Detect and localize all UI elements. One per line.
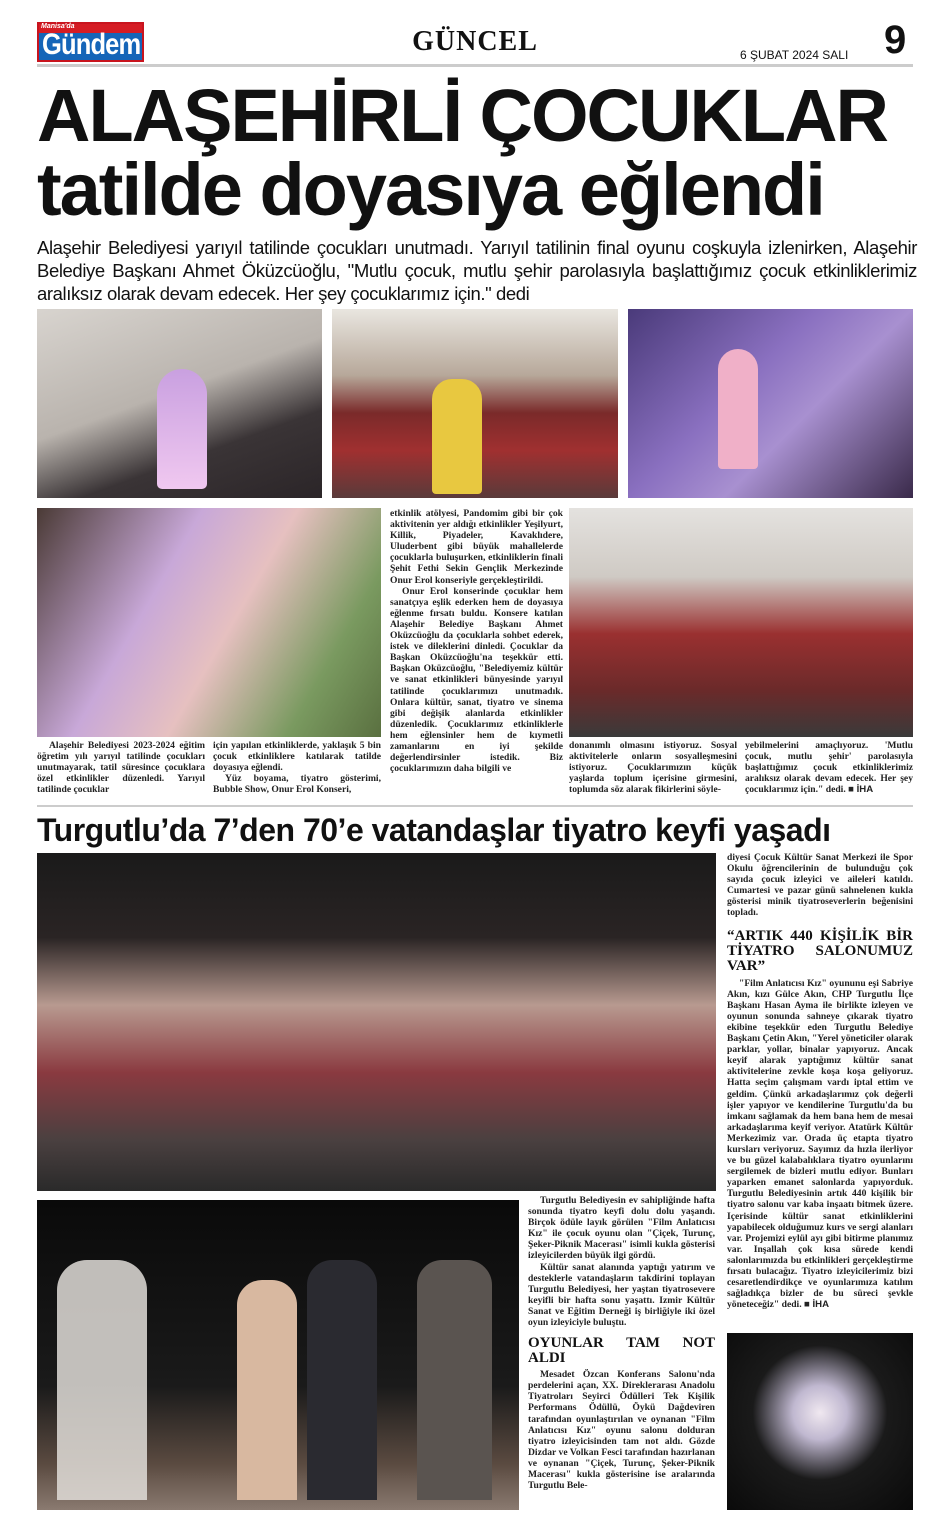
logo-tagline: Manisa'da	[41, 23, 75, 30]
paragraph: etkinlik atölyesi, Pandomim gibi bir çok aktivitenin yer aldığı etkinlikler Yeşilyurt, Killik, Piyadeler, Kavaklıdere, Uluderbent gibi büyük mahallelerde çocuklarla buluşurken, etkinliklerin finali Şehit Fethi Sekin Gençlik Merkezinde Onur Erol konseriyle gerçekleştirildi.	[390, 508, 563, 586]
issue-date: 6 ŞUBAT 2024 SALI	[740, 48, 849, 62]
photo-children-mascot	[37, 508, 381, 737]
page-number: 9	[884, 18, 907, 62]
article1-column-1	[37, 740, 205, 795]
article2-column-left	[528, 1195, 715, 1491]
divider	[37, 805, 913, 807]
paragraph: donanımlı olmasını istiyoruz. Sosyal aktivitelerle onların sosyalleşmesini istiyoruz. Çocuklarımızın küçük yaşlarda toplum içerisine girmesini, toplumda söz alarak fikirlerini söyle-	[569, 740, 737, 796]
headline-line-1: ALAŞEHİRLİ ÇOCUKLAR	[37, 74, 887, 157]
article1-column-5	[745, 740, 913, 795]
photo-concert-audience	[332, 309, 618, 498]
article2-column-right	[727, 852, 913, 1310]
article2-headline: Turgutlu’da 7’den 70’e vatandaşlar tiyatro keyfi yaşadı	[37, 812, 831, 848]
subheading: “ARTIK 440 KİŞİLİK BİR TİYATRO SALONUMUZ VAR”	[727, 927, 913, 974]
paragraph: "Film Anlatıcısı Kız" oyununu eşi Sabriye Akın, kızı Gülce Akın, CHP Turgutlu İlçe Başkanı Hasan Ayma ile birlikte izleyen ve oyunun sonunda sahneye çıkarak tiyatro ekibine teşekkür eden Turgutlu Belediye Başkanı Çetin Akın, "Yerel yöneticiler olarak parklar, yollar, binalar yapıyoruz. Ancak keyif alarak yaptığımız kültür sanat aktivitelerine zevkle koşa koşa geliyoruz. Hatta seçim çalışmam vardı iptal ettim ve geldim. Çünkü arkadaşlarımız çok değerli işler yapıyor ve kendilerine Turgutlu'da bu imkanı sağlamak da hem bana hem de mesai arkadaşlarıma keyif veriyor. Atatürk Kültür Merkezimiz var. Orada üç etapta tiyatro kursları veriyoruz. Sayımız da hızla ilerliyor ve bu güzel kalabalıklara tiyatro oyunlarını sergilemek de bizleri mutlu ediyor. Bunları yaparken emanet salonlarda yapıyorduk. Turgutlu Belediyesinin artık 440 kişilik bir tiyatro salonu var kaba inşaatı bitmek üzere. Içerisinde kültür sanat etkinliklerini yapabilecek olduğumuz kurs ve sergi alanları var. Projemizi eylül ayı gibi bitirme planımız var. Inşallah çok kısa sürede kendi salonlarımızda bu etkinlikleri gerçekleştirme fırsatı bulacağız. Tiyatro izleyicilerimiz bizi cesaretlendirdikçe ve oyunlarımıza katılım sağladıkça bizler de bu süreci şevkle yöneteceğiz" dedi.	[727, 977, 913, 1311]
logo-text: Gündem	[42, 28, 141, 61]
source-label: ■ İHA	[804, 1299, 830, 1311]
photo-theater-audience	[37, 853, 716, 1191]
photo-concert-hall	[569, 508, 913, 737]
section-title: GÜNCEL	[412, 26, 538, 57]
divider	[37, 64, 913, 67]
photo-mayor-stage	[37, 1200, 519, 1510]
paragraph: Alaşehir Belediyesi 2023-2024 eğitim öğretim yılı yarıyıl tatilinde çocukları unutmayarak, tatil süresince çocuklara özel etkinlikler düzenledi. Yarıyıl tatilinde çocuklar	[37, 740, 205, 796]
source-label: ■ İHA	[848, 784, 874, 796]
paragraph: Yüz boyama, tiyatro gösterimi, Bubble Show, Onur Erol Konseri,	[213, 773, 381, 796]
paragraph: için yapılan etkinliklerde, yaklaşık 5 bin çocuk etkinliklere katılarak tatilde doyasıya eğlendi.	[213, 740, 381, 774]
source-name: İHA	[812, 1299, 830, 1311]
photo-puppet-show	[727, 1333, 913, 1510]
paragraph: Mesadet Özcan Konferans Salonu'nda perdelerini açan, XX. Direklerarası Anadolu Tiyatroları Seyirci Ödülleri Tek Kişilik Performans Ödüllü, Öykü Dağdeviren tarafından oyunlaştırılan ve oynanan "Film Anlatıcısı Kız" oyunu salonu dolduran tiyatro izleyicisinden tam not aldı. Gözde Dizdar ve Volkan Fesci tarafından hazırlanan ve oynanan "Çiçek, Turunç, Şeker-Piknik Macerası" kukla gösterisine ise aralarında Turgutlu Bele-	[528, 1369, 715, 1492]
headline-line-2: tatilde doyasıya eğlendi	[37, 148, 824, 231]
paragraph: yebilmelerini amaçlıyoruz. 'Mutlu çocuk, mutlu şehir' parolasıyla başlattığımız çocuk etkinliklerimiz aralıksız olarak devam edecek. Her şey çocuklarımız için." dedi.	[745, 740, 913, 796]
paragraph: diyesi Çocuk Kültür Sanat Merkezi ile Spor Okulu öğrencilerinin de bulunduğu çok sayıda çocuk izleyici ve aileleri katıldı. Cumartesi ve pazar günü sahnelenen kukla gösterisi minik tiyatroseverlerin beğenisini topladı.	[727, 852, 913, 919]
photo-stage-show	[628, 309, 913, 498]
paragraph: Onur Erol konserinde çocuklar hem sanatçıya eşlik ederken hem de doyasıya eğlenme fırsatı buldu. Konsere katılan Alaşehir Belediye Başkanı Ahmet Oküzcüoğlu da çocuklarla sohbet ederek, istek ve dileklerini dinledi. Çocuklar da Başkan Oküzcüoğlu'na teşekkür etti. Başkan Oküzcüoğlu, "Belediyemiz kültür ve sanat etkinlikleri bünyesinde yarıyıl tatilinde çocuklarımızı unutmadık. Onlara kültür, sanat, tiyatro ve sinema gibi değişik alanlarda etkinlikler düzenledik. Çocuklarımız etkinliklerle hem eğlensinler hem de kıymetli zamanlarını en iyi şekilde değerlendirsinler istedik. Biz çocuklarımızın daha bilgili ve	[390, 585, 563, 775]
paragraph: Kültür sanat alanında yaptığı yatırım ve desteklerle vatandaşların takdirini toplayan Turgutlu Belediyesi, her yaştan tiyatrosevere keyifli bir hafta sonu yaşattı. Izmir Kültür Sanat ve Eğitim Derneği iş birliğiyle iki özel oyun izleyiciyle buluştu.	[528, 1261, 715, 1329]
article1-column-4	[569, 740, 737, 795]
paragraph: Turgutlu Belediyesin ev sahipliğinde hafta sonunda tiyatro keyfi dolu dolu yaşandı. Birçok ödüle layık görülen "Film Anlatıcısı Kız" ile çocuk oyunu olan "Çiçek, Turunç, Şeker-Piknik Macerası" isimli kukla gösterisi izleyicilerden büyük ilgi gördü.	[528, 1195, 715, 1262]
lead-paragraph: Alaşehir Belediyesi yarıyıl tatilinde çocukları unutmadı. Yarıyıl tatilinin final oyunu coşkuyla izlenirken, Alaşehir Belediye Başkanı Ahmet Öküzcüoğlu, "Mutlu çocuk, mutlu şehir parolasıyla başlattığımız çocuk etkinliklerimiz aralıksız olarak devam edecek. Her şey çocuklarımız için." dedi	[37, 237, 917, 304]
subheading: OYUNLAR TAM NOT ALDI	[528, 1335, 715, 1367]
article1-column-3	[390, 508, 563, 774]
article1-column-2	[213, 740, 381, 795]
photo-bubble-show	[37, 309, 322, 498]
source-name: İHA	[856, 784, 874, 796]
